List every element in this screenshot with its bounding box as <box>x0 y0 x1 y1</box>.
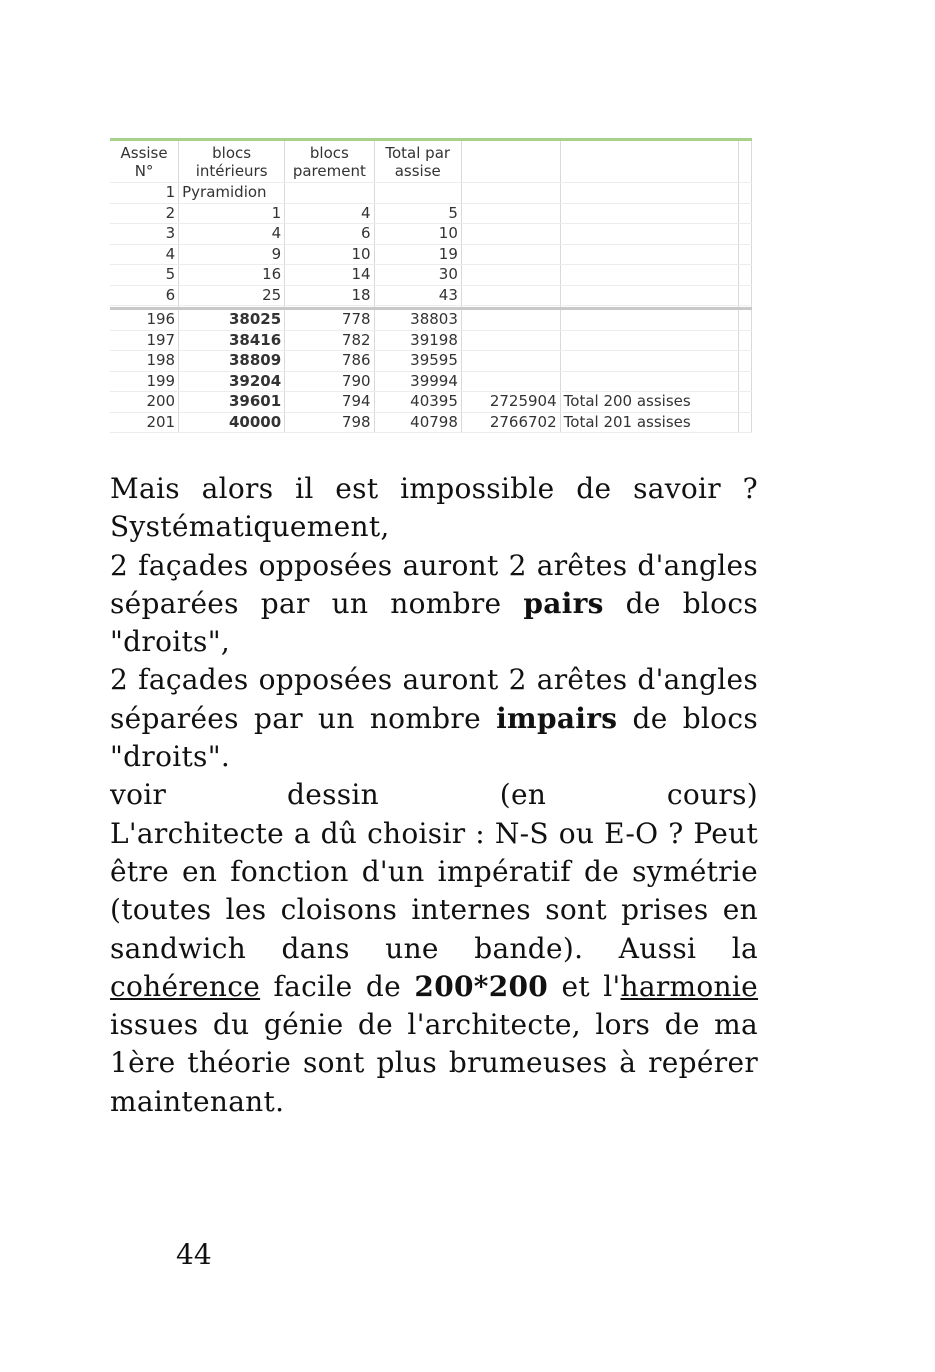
table-cell: 786 <box>285 351 374 372</box>
table-row <box>110 412 752 433</box>
underlined-text: harmonie <box>620 969 759 1003</box>
table-cell: Total 201 assises <box>560 412 739 433</box>
table-cell: 39198 <box>374 330 461 351</box>
table-cell: 30 <box>374 265 461 286</box>
table-cell <box>739 285 752 306</box>
table-cell: 6 <box>285 224 374 245</box>
table-cell: 40395 <box>374 392 461 413</box>
table-cell: 198 <box>110 351 179 372</box>
table-cell: Total 200 assises <box>560 392 739 413</box>
table-cell: 1 <box>110 183 179 204</box>
table-cell: 794 <box>285 392 374 413</box>
assises-table <box>110 141 752 433</box>
table-cell: 14 <box>285 265 374 286</box>
table-cell: 6 <box>110 285 179 306</box>
table-cell: 197 <box>110 330 179 351</box>
table-cell: 38809 <box>179 351 285 372</box>
table-cell: 39204 <box>179 371 285 392</box>
table-row <box>110 203 752 224</box>
table-cell: 2725904 <box>461 392 560 413</box>
table-cell <box>739 224 752 245</box>
table-cell <box>739 412 752 433</box>
table-row <box>110 265 752 286</box>
table-row <box>110 351 752 372</box>
table-cell: 19 <box>374 244 461 265</box>
table-row <box>110 285 752 306</box>
page-number: 44 <box>176 1238 212 1271</box>
table-cell <box>461 224 560 245</box>
bold-text: impairs <box>496 701 618 735</box>
table-row <box>110 392 752 413</box>
table-cell: 4 <box>110 244 179 265</box>
underlined-text: cohérence <box>110 969 261 1003</box>
header-cell: Total par assise <box>374 141 461 183</box>
table-cell: 39994 <box>374 371 461 392</box>
paragraph: 2 façades opposées auront 2 arêtes d'angles séparées par un nombre impairs de blocs "droits". <box>110 663 758 774</box>
table-cell <box>560 244 739 265</box>
table-cell <box>461 309 560 331</box>
table-body <box>110 141 752 433</box>
table-cell <box>560 183 739 204</box>
header-cell: blocs intérieurs <box>179 141 285 183</box>
table-cell <box>560 371 739 392</box>
table-cell <box>739 203 752 224</box>
table-cell: 10 <box>374 224 461 245</box>
header-cell: blocs parement <box>285 141 374 183</box>
paragraph: Systématiquement, <box>110 510 390 544</box>
table-cell <box>739 330 752 351</box>
table-cell <box>560 265 739 286</box>
table-cell: 25 <box>179 285 285 306</box>
table-cell: 5 <box>374 203 461 224</box>
table-cell: 782 <box>285 330 374 351</box>
table-cell: 3 <box>110 224 179 245</box>
table-cell: 2 <box>110 203 179 224</box>
table-cell: 39601 <box>179 392 285 413</box>
bold-text: 200*200 <box>414 969 549 1003</box>
table-cell <box>739 309 752 331</box>
table-cell <box>560 224 739 245</box>
table-cell <box>560 309 739 331</box>
table-cell <box>560 285 739 306</box>
table-cell: 2766702 <box>461 412 560 433</box>
table-cell <box>739 183 752 204</box>
table-cell <box>461 371 560 392</box>
table-cell <box>560 330 739 351</box>
table-cell <box>739 392 752 413</box>
table-cell: 790 <box>285 371 374 392</box>
table-cell <box>560 203 739 224</box>
body-text <box>110 470 758 1121</box>
table-row <box>110 224 752 245</box>
paragraph: 2 façades opposées auront 2 arêtes d'angles séparées par un nombre pairs de blocs "droits", <box>110 548 758 659</box>
table-cell <box>461 265 560 286</box>
table-cell: 5 <box>110 265 179 286</box>
table-cell: 38803 <box>374 309 461 331</box>
table-cell: 40000 <box>179 412 285 433</box>
table-cell: 778 <box>285 309 374 331</box>
bold-text: pairs <box>523 586 604 620</box>
table-cell: 201 <box>110 412 179 433</box>
table-cell: 10 <box>285 244 374 265</box>
table-cell <box>461 351 560 372</box>
table-cell: 4 <box>285 203 374 224</box>
table-row <box>110 183 752 204</box>
table-cell: 196 <box>110 309 179 331</box>
table-cell <box>285 183 374 204</box>
table-cell: 4 <box>179 224 285 245</box>
table-cell: 40798 <box>374 412 461 433</box>
table-cell <box>739 244 752 265</box>
table-cell <box>739 265 752 286</box>
header-cell <box>739 141 752 183</box>
table-cell <box>739 371 752 392</box>
table-cell: 16 <box>179 265 285 286</box>
table-cell <box>461 203 560 224</box>
table-cell <box>374 183 461 204</box>
header-cell: Assise N° <box>110 141 179 183</box>
table-cell: 200 <box>110 392 179 413</box>
paragraph: Mais alors il est impossible de savoir ? <box>110 472 758 505</box>
table-cell <box>461 244 560 265</box>
table-cell <box>461 330 560 351</box>
table-row <box>110 371 752 392</box>
paragraph: L'architecte a dû choisir : N-S ou E-O ? Peut être en fonction d'un impératif de symétrie (toutes les cloisons internes sont prises en sandwich dans une bande). Aussi la cohérence facile de 200*200 et l'harmonie issues du génie de l'architecte, lors de ma 1ère théorie sont plus brumeuses à repérer maintenant. <box>110 816 759 1118</box>
table-cell: 199 <box>110 371 179 392</box>
table-row <box>110 330 752 351</box>
table-cell: 18 <box>285 285 374 306</box>
table-cell: 43 <box>374 285 461 306</box>
table-cell: 38025 <box>179 309 285 331</box>
header-cell <box>461 141 560 183</box>
paragraph: voir dessin (en cours) <box>110 778 758 812</box>
table-row <box>110 244 752 265</box>
table-cell: 798 <box>285 412 374 433</box>
table-cell <box>461 183 560 204</box>
table-row <box>110 309 752 331</box>
table-cell: Pyramidion <box>179 183 285 204</box>
table-header-row <box>110 141 752 183</box>
table-cell: 38416 <box>179 330 285 351</box>
spreadsheet-screenshot <box>110 138 752 433</box>
table-cell <box>560 351 739 372</box>
table-cell: 39595 <box>374 351 461 372</box>
table-cell <box>461 285 560 306</box>
header-cell <box>560 141 739 183</box>
table-cell <box>739 351 752 372</box>
table-cell: 1 <box>179 203 285 224</box>
table-cell: 9 <box>179 244 285 265</box>
